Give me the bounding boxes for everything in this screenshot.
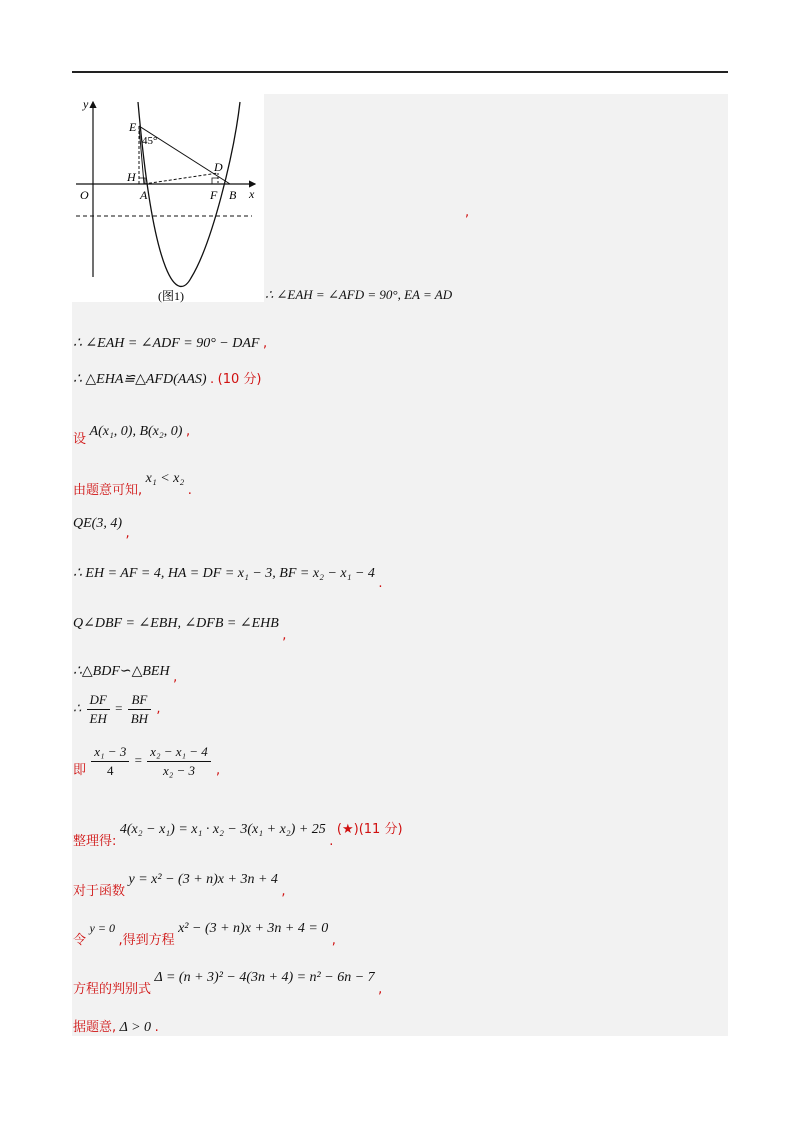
l11-punct: ,	[216, 763, 221, 779]
l8-punct: ,	[282, 628, 287, 643]
l15-pre: 方程的判别式	[73, 982, 152, 997]
l4-punct: ,	[185, 424, 191, 439]
l12-punct: .	[329, 834, 334, 849]
line-15	[73, 966, 383, 997]
label-x: x	[249, 187, 255, 201]
line-1	[265, 287, 452, 303]
l6-math: QE(3, 4)	[73, 516, 122, 531]
header-rule	[72, 71, 728, 73]
l2-punct: ,	[262, 336, 268, 351]
label-h: H	[127, 170, 136, 184]
l14-punct: ,	[331, 933, 336, 948]
l9-math: ∴△BDF∽△BEH	[73, 664, 170, 679]
l14-math1: y = 0	[89, 921, 115, 935]
l5-punct: .	[187, 483, 192, 498]
fraction-left	[91, 744, 129, 779]
l4-math: A(x₁, 0), B(x₂, 0)	[89, 424, 183, 439]
l12-pre: 整理得:	[73, 834, 117, 849]
l3-score: (10 分)	[217, 372, 262, 387]
line-2	[73, 335, 267, 352]
l14-mid: ,得到方程	[118, 933, 175, 948]
l10-d1: EH	[89, 711, 107, 726]
parabola-curve	[138, 102, 240, 286]
label-e: E	[129, 120, 137, 134]
fraction-bf-bh	[128, 692, 151, 727]
l16-math: Δ > 0	[119, 1020, 152, 1035]
line-14	[73, 917, 336, 948]
l3-math: ∴ △EHA≌△AFD(AAS)	[73, 372, 207, 387]
l5-pre: 由题意可知,	[73, 483, 143, 498]
l12-score: (★)(11 分)	[336, 822, 403, 837]
l4-pre: 设	[73, 432, 87, 447]
line-6	[73, 516, 130, 541]
l10-n1: DF	[87, 692, 110, 710]
line-16	[73, 1016, 159, 1036]
l10-n2: BF	[128, 692, 151, 710]
l11-pre: 即	[73, 763, 87, 779]
line-5	[73, 467, 192, 498]
segment-ad	[144, 173, 218, 184]
line-11: 即 $\frac{\text{x₁ − 3}}{4}$ = $\frac{\text{x₂ − x₁ − 4}}{\text{x₂ − 3}}$ ,	[73, 744, 221, 779]
label-y: y	[83, 97, 89, 111]
l10-lead: ∴	[73, 700, 82, 716]
l5-math: x₁ < x₂	[145, 471, 185, 486]
label-f: F	[210, 188, 218, 202]
l15-punct: ,	[378, 982, 383, 997]
l3-punct: .	[210, 372, 215, 387]
l11-n2: x₂ − x₁ − 4	[147, 744, 211, 762]
label-o: O	[80, 188, 89, 202]
l6-punct: ,	[125, 526, 130, 541]
label-a: A	[140, 188, 148, 202]
l2-math: ∴ ∠EAH = ∠ADF = 90° − DAF	[73, 336, 260, 351]
fraction-right	[147, 744, 211, 779]
l10-punct: ,	[156, 701, 161, 717]
l10-d2: BH	[130, 711, 149, 726]
line-8	[73, 615, 287, 643]
line-13	[73, 868, 286, 899]
parabola-figure	[72, 94, 264, 306]
l11-d1: 4	[107, 763, 114, 778]
l15-math: Δ = (n + 3)² − 4(3n + 4) = n² − 6n − 7	[154, 970, 375, 985]
l13-math: y = x² − (3 + n)x + 3n + 4	[128, 872, 278, 887]
line-3	[73, 368, 262, 388]
line-9	[73, 663, 178, 685]
figure-caption: (图1)	[158, 289, 184, 303]
l16-pre: 据题意,	[73, 1020, 117, 1035]
l9-punct: ,	[173, 670, 178, 685]
l13-punct: ,	[281, 884, 286, 899]
l12-math: 4(x₂ − x₁) = x₁ · x₂ − 3(x₁ + x₂) + 25	[119, 822, 326, 837]
line-7	[73, 565, 383, 591]
l13-pre: 对于函数	[73, 884, 126, 899]
label-d: D	[214, 160, 223, 174]
l11-d2: x₂ − 3	[162, 763, 196, 778]
fraction-df-eh	[87, 692, 110, 727]
l14-math2: x² − (3 + n)x + 3n + 4 = 0	[178, 921, 329, 936]
stray-comma: ,	[465, 205, 470, 220]
l1-math: ∴ ∠EAH = ∠AFD = 90°, EA = AD	[265, 287, 453, 302]
line-12	[73, 818, 403, 849]
l16-punct: .	[154, 1020, 159, 1035]
line-10: ∴ $\frac{DF}{EH}$ = $\frac{BF}{BH}$ ,	[73, 692, 161, 726]
l7-punct: .	[378, 576, 383, 591]
right-angle-f	[212, 178, 218, 184]
label-b: B	[229, 188, 237, 202]
l11-n1: x₁ − 3	[91, 744, 129, 762]
label-45: 45°	[142, 135, 158, 147]
l14-pre: 令	[73, 933, 87, 948]
l8-math: Q∠DBF = ∠EBH, ∠DFB = ∠EHB	[73, 616, 279, 631]
line-4	[73, 420, 191, 447]
l7-math: ∴ EH = AF = 4, HA = DF = x₁ − 3, BF = x₂ − x₁ − 4	[73, 566, 375, 581]
